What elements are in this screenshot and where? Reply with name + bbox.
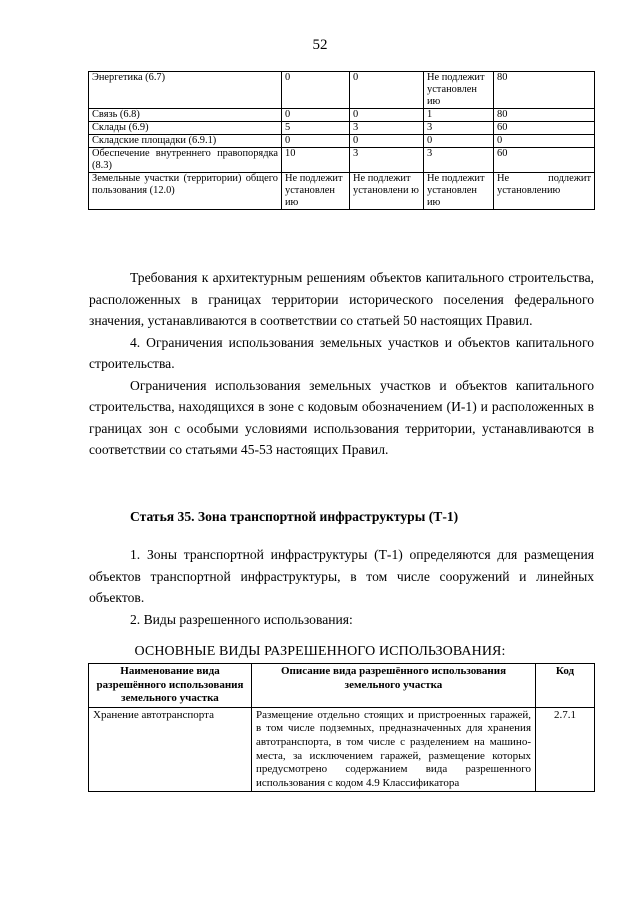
table-cell: Склады (6.9) bbox=[89, 122, 282, 135]
table-row bbox=[89, 135, 595, 148]
table-cell: 5 bbox=[282, 122, 350, 135]
table-cell: 3 bbox=[350, 122, 424, 135]
table-cell: Не подлежит установлен ию bbox=[424, 72, 494, 109]
text-block bbox=[89, 267, 594, 461]
table-header-row bbox=[89, 664, 595, 708]
paragraph: 1. Зоны транспортной инфраструктуры (Т-1) определяются для размещения объектов транспортной инфраструктуры, в том числе сооружений и линейных объектов. bbox=[89, 547, 594, 605]
article-heading: Статья 35. Зона транспортной инфраструктуры (Т-1) bbox=[130, 509, 459, 524]
paragraph: Требования к архитектурным решениям объектов капитального строительства, расположенных в границах территории исторического поселения федерального значения, устанавливаются в соответствии со статьей 50 настоящих Правил. bbox=[89, 270, 594, 328]
column-header: Наименование вида разрешённого использования земельного участка bbox=[89, 664, 252, 708]
table-cell: 10 bbox=[282, 148, 350, 173]
table-cell: Не подлежит установлен ию bbox=[424, 173, 494, 210]
table-cell: 0 bbox=[282, 135, 350, 148]
table-cell: 2.7.1 bbox=[536, 707, 595, 792]
table-row bbox=[89, 122, 595, 135]
restrictions-table bbox=[88, 71, 595, 210]
table-cell: 80 bbox=[494, 72, 595, 109]
table-cell: Земельные участки (территории) общего пользования (12.0) bbox=[89, 173, 282, 210]
paragraph: Ограничения использования земельных участков и объектов капитального строительства, находящихся в зоне с кодовым обозначением (И-1) и расположенных в границах зон с особыми условиями использования территории, устанавливаются в соответствии со статьями 45-53 настоящих Правил. bbox=[89, 377, 594, 457]
paragraph: 2. Виды разрешенного использования: bbox=[130, 611, 353, 627]
table-cell: 0 bbox=[350, 135, 424, 148]
table-cell: Связь (6.8) bbox=[89, 109, 282, 122]
table-cell: Хранение автотранспорта bbox=[89, 707, 252, 792]
table-cell: Складские площадки (6.9.1) bbox=[89, 135, 282, 148]
table-cell: Размещение отдельно стоящих и пристроенных гаражей, в том числе подземных, предназначенных для хранения автотранспорта, в том числе с разделением на машино-места, за исключением гаражей, размещение которых предусмотрено содержанием вида разрешенного использования с кодом 4.9 Классификатора bbox=[252, 707, 536, 792]
table-cell: Не подлежит установлен ию bbox=[282, 173, 350, 210]
column-header: Описание вида разрешённого использования земельного участка bbox=[252, 664, 536, 708]
table-cell: 3 bbox=[424, 122, 494, 135]
table-cell: 60 bbox=[494, 122, 595, 135]
text-block bbox=[89, 544, 594, 630]
table-cell: 3 bbox=[424, 148, 494, 173]
permitted-use-table bbox=[88, 663, 595, 792]
table-cell: 80 bbox=[494, 109, 595, 122]
table-row bbox=[89, 148, 595, 173]
table-cell: Энергетика (6.7) bbox=[89, 72, 282, 109]
table-cell: 0 bbox=[282, 72, 350, 109]
table-cell: 0 bbox=[350, 72, 424, 109]
column-header: Код bbox=[536, 664, 595, 708]
table-cell: 0 bbox=[494, 135, 595, 148]
page-number: 52 bbox=[312, 37, 328, 53]
table-cell: 1 bbox=[424, 109, 494, 122]
table-row bbox=[89, 173, 595, 210]
table-row bbox=[89, 72, 595, 109]
table-cell: 0 bbox=[350, 109, 424, 122]
table-row bbox=[89, 109, 595, 122]
table-cell: 0 bbox=[282, 109, 350, 122]
table-cell: Не подлежит установлению bbox=[494, 173, 595, 210]
table-cell: Обеспечение внутреннего правопорядка (8.3) bbox=[89, 148, 282, 173]
table-cell: Не подлежит установлени ю bbox=[350, 173, 424, 210]
table-row bbox=[89, 707, 595, 792]
table-cell: 60 bbox=[494, 148, 595, 173]
table-cell: 0 bbox=[424, 135, 494, 148]
table-cell: 3 bbox=[350, 148, 424, 173]
paragraph: 4. Ограничения использования земельных участков и объектов капитального строительства. bbox=[89, 334, 594, 371]
table-caption: ОСНОВНЫЕ ВИДЫ РАЗРЕШЕННОГО ИСПОЛЬЗОВАНИЯ: bbox=[134, 644, 506, 659]
